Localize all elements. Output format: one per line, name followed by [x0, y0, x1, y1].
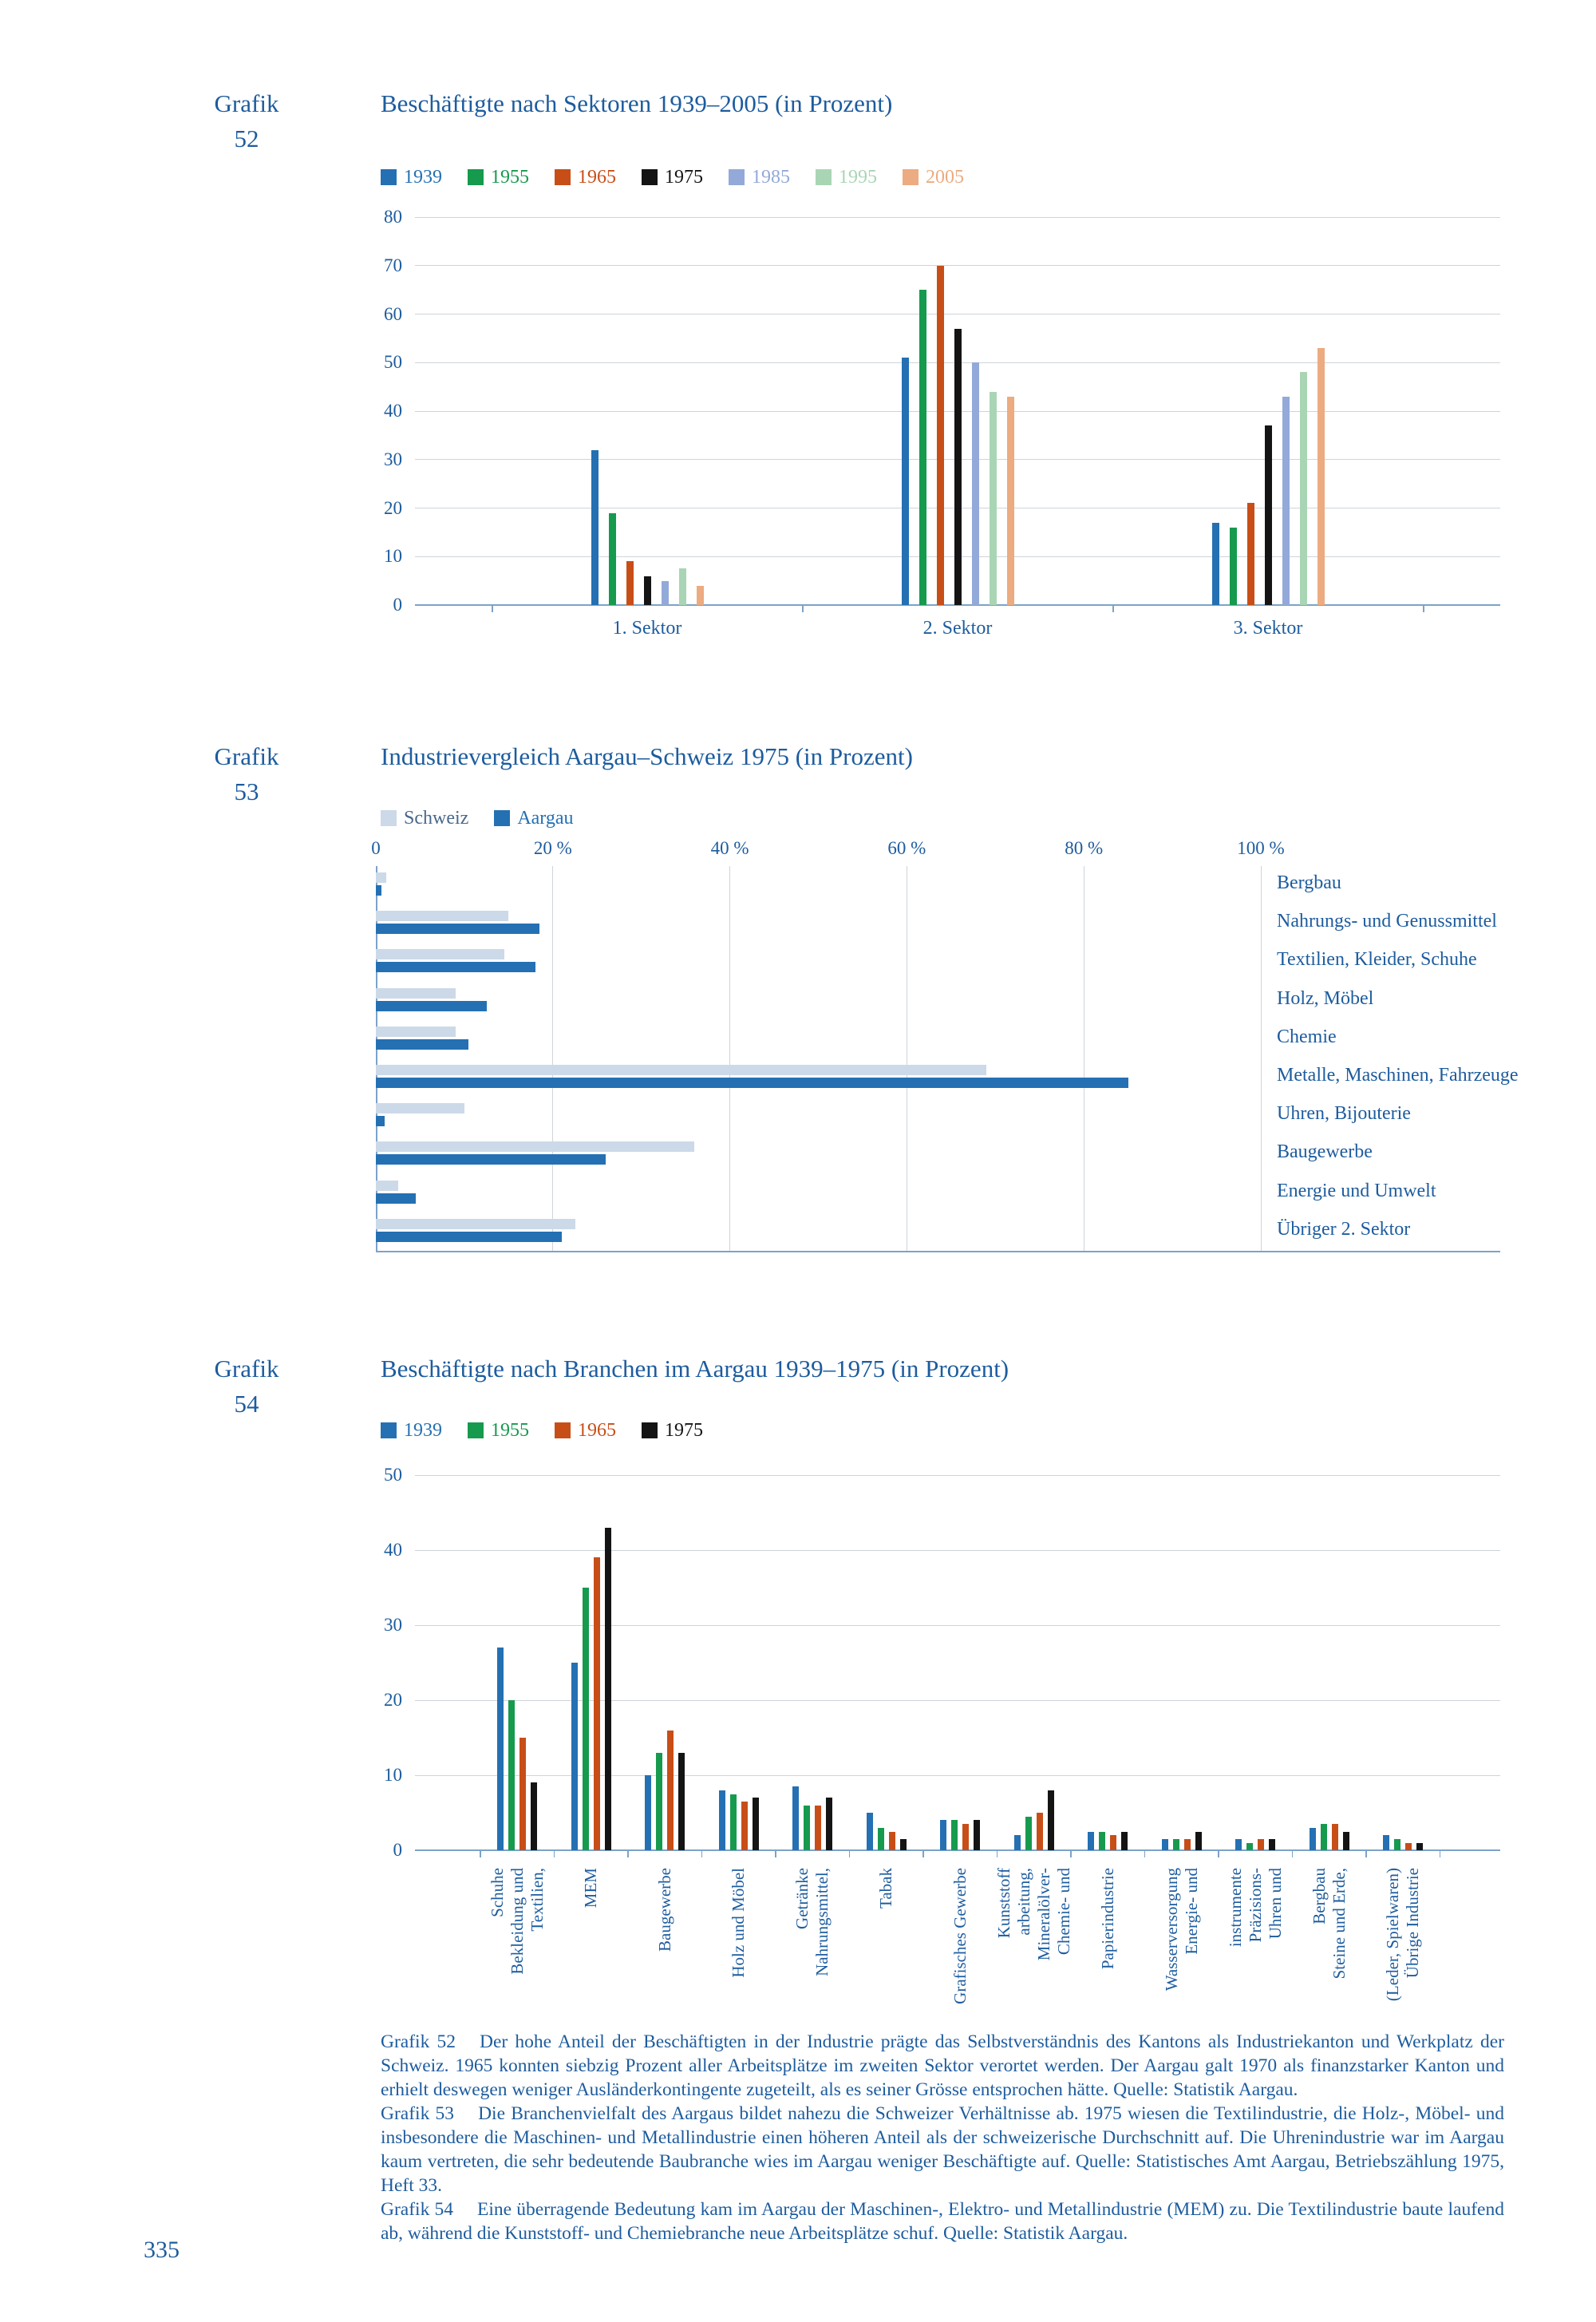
grafik-52-bar-2005-cat0 — [697, 586, 704, 605]
grafik-54-bar-1965-cat2 — [667, 1731, 674, 1850]
grafik-52-bar-1965-cat0 — [626, 561, 634, 605]
caption-grafik-53 — [381, 2102, 1504, 2197]
grafik-52-label — [202, 86, 291, 156]
grafik-54-gridline-y10 — [415, 1775, 1500, 1776]
grafik-54-bar-1965-cat9 — [1184, 1839, 1191, 1850]
grafik-53-plot-area — [376, 866, 1261, 1251]
grafik-53-bar-Aargau-cat7 — [376, 1154, 606, 1165]
grafik-54-legend — [381, 1421, 703, 1440]
grafik-54-gridline-y30 — [415, 1625, 1500, 1626]
grafik-53-gridline-x2 — [729, 866, 730, 1251]
grafik-52-y-tick-label-10: 10 — [384, 546, 402, 567]
grafik-54-x-category-label-11-line-0: Steine und Erde, — [1329, 1868, 1349, 1980]
grafik-52-bar-1939-cat1 — [902, 358, 909, 605]
grafik-54-x-category-label-0-line-2: Schuhe — [487, 1868, 507, 1917]
grafik-54-x-axis-tick-11 — [1292, 1850, 1294, 1857]
legend-swatch-1955 — [468, 169, 484, 185]
grafik-54-bar-1965-cat8 — [1110, 1835, 1116, 1850]
grafik-54-bar-1975-cat10 — [1269, 1839, 1275, 1850]
grafik-52-y-tick-label-50: 50 — [384, 352, 402, 373]
legend-item-1939 — [381, 168, 442, 187]
captions-block — [381, 2030, 1504, 2245]
grafik-52-y-tick-label-20: 20 — [384, 497, 402, 518]
grafik-54-y-tick-label-30: 30 — [384, 1615, 402, 1635]
grafik-52-x-category-label-0: 1. Sektor — [612, 618, 682, 639]
legend-label-1985: 1985 — [752, 167, 790, 188]
grafik-54-x-axis-tick-0 — [480, 1850, 481, 1857]
legend-label-1995: 1995 — [839, 167, 877, 188]
grafik-54-bar-1975-cat9 — [1195, 1832, 1202, 1851]
grafik-53-legend — [381, 809, 574, 828]
grafik-53-gridline-x5 — [1261, 866, 1262, 1251]
grafik-54-bar-1975-cat0 — [531, 1782, 537, 1850]
grafik-54-x-axis-tick-5 — [849, 1850, 851, 1857]
grafik-54-bar-1939-cat0 — [497, 1648, 504, 1850]
grafik-53-category-label-7: Baugewerbe — [1277, 1141, 1373, 1163]
legend-swatch-1965 — [555, 1422, 571, 1438]
grafik-53-bar-Schweiz-cat9 — [376, 1219, 575, 1229]
legend-label-Schweiz: Schweiz — [404, 808, 469, 829]
grafik-53-label-number: 53 — [234, 777, 259, 805]
grafik-54-bar-1955-cat12 — [1394, 1839, 1400, 1850]
legend-item-Aargau — [494, 809, 573, 828]
grafik-54-x-axis-tick-3 — [701, 1850, 703, 1857]
grafik-54-bar-1955-cat9 — [1173, 1839, 1179, 1850]
grafik-54-bar-1939-cat2 — [645, 1775, 651, 1850]
legend-swatch-2005 — [903, 169, 918, 185]
grafik-52-gridline-y70 — [415, 265, 1500, 266]
grafik-54-bar-1939-cat5 — [867, 1813, 873, 1850]
grafik-54-bar-1975-cat2 — [678, 1753, 685, 1850]
legend-swatch-1939 — [381, 169, 397, 185]
grafik-53-category-label-6: Uhren, Bijouterie — [1277, 1103, 1411, 1125]
grafik-52-x-axis-tick-0 — [492, 605, 493, 612]
grafik-54-bar-1965-cat5 — [889, 1832, 895, 1851]
grafik-52-bar-1965-cat2 — [1247, 503, 1254, 605]
grafik-54-bar-1965-cat4 — [815, 1806, 821, 1850]
grafik-52-y-tick-label-30: 30 — [384, 449, 402, 469]
grafik-54-x-axis-tick-10 — [1218, 1850, 1219, 1857]
grafik-52-y-tick-label-0: 0 — [393, 595, 402, 615]
grafik-53-category-label-4: Chemie — [1277, 1026, 1337, 1047]
grafik-53-bar-Schweiz-cat5 — [376, 1065, 986, 1075]
grafik-54-x-category-label-10-line-1: Präzisions- — [1245, 1868, 1265, 1943]
grafik-53-chart — [371, 838, 1519, 1285]
grafik-52-bar-2005-cat1 — [1007, 397, 1014, 605]
grafik-54-x-category-label-7-line-2: arbeitung, — [1013, 1868, 1033, 1936]
grafik-54-x-category-label-9-line-1: Wasserversorgung — [1161, 1868, 1181, 1992]
legend-swatch-1985 — [729, 169, 745, 185]
grafik-54-x-category-label-7-line-3: Kunststoff — [994, 1868, 1013, 1939]
grafik-53-category-label-8: Energie und Umwelt — [1277, 1180, 1436, 1201]
legend-swatch-Schweiz — [381, 810, 397, 826]
grafik-53-label-word: Grafik — [214, 742, 279, 770]
grafik-54-label — [202, 1351, 291, 1422]
grafik-54-bar-1955-cat6 — [951, 1820, 958, 1850]
grafik-53-x-tick-label-3: 60 % — [887, 838, 926, 858]
grafik-54-x-category-label-1-line-0: MEM — [581, 1868, 600, 1909]
grafik-54-x-axis-tick-1 — [554, 1850, 555, 1857]
grafik-54-bar-1975-cat7 — [1048, 1790, 1054, 1850]
grafik-54-x-category-label-8-line-0: Papierindustrie — [1097, 1868, 1117, 1970]
grafik-54-x-category-label-9-line-0: Energie- und — [1181, 1868, 1201, 1955]
grafik-54-bar-1939-cat4 — [792, 1786, 799, 1850]
grafik-52-bar-1985-cat2 — [1282, 397, 1290, 605]
legend-label-Aargau: Aargau — [517, 808, 574, 829]
grafik-52-bar-2005-cat2 — [1317, 348, 1325, 605]
grafik-54-bar-1965-cat6 — [962, 1824, 969, 1850]
grafik-54-bar-1965-cat10 — [1258, 1839, 1264, 1850]
page-number: 335 — [144, 2237, 180, 2263]
grafik-54-bar-1955-cat0 — [508, 1700, 515, 1850]
grafik-52-x-category-label-2: 3. Sektor — [1233, 618, 1303, 639]
grafik-52-title: Beschäftigte nach Sektoren 1939–2005 (in Prozent) — [381, 89, 893, 117]
grafik-52-bar-1985-cat0 — [662, 581, 669, 605]
grafik-52-bar-1955-cat0 — [609, 513, 616, 605]
grafik-54-y-tick-label-0: 0 — [393, 1840, 402, 1860]
grafik-54-bar-1939-cat12 — [1383, 1835, 1389, 1850]
grafik-54-x-category-label-10-line-2: instrumente — [1225, 1868, 1245, 1948]
caption-53-text: Die Branchenvielfalt des Aargaus bildet nahezu die Schweizer Verhältnisse ab. 1975 wiesen die Textilindustrie, die Holz-, Möbel- und insbesondere die Maschinen- und Metallindustrie einen höheren Anteil als der schweizerische Durchschnitt auf. Die Uhrenindustrie war im Aargau kaum vertreten, die sehr bedeutende Baubranche wies im Aargau weniger Beschäftigte auf. Quelle: Statistisches Amt Aargau, Betriebszählung 1975, Heft 33. — [381, 2103, 1504, 2196]
legend-item-1965 — [555, 1421, 616, 1440]
grafik-54-bar-1965-cat1 — [594, 1557, 600, 1850]
grafik-52-bar-1955-cat1 — [919, 290, 926, 605]
grafik-53-bar-Schweiz-cat2 — [376, 949, 504, 959]
grafik-54-x-axis-tick-13 — [1440, 1850, 1441, 1857]
legend-swatch-1965 — [555, 169, 571, 185]
legend-item-1939 — [381, 1421, 442, 1440]
grafik-54-bar-1955-cat10 — [1246, 1843, 1253, 1850]
grafik-54-bar-1965-cat11 — [1332, 1824, 1338, 1850]
legend-item-1955 — [468, 168, 529, 187]
grafik-52-bar-1965-cat1 — [937, 266, 944, 605]
caption-grafik-54 — [381, 2197, 1504, 2245]
grafik-54-bar-1975-cat8 — [1121, 1832, 1128, 1851]
grafik-53-category-label-1: Nahrungs- und Genussmittel — [1277, 911, 1497, 932]
legend-item-1975 — [642, 168, 703, 187]
legend-label-1955: 1955 — [491, 167, 529, 188]
legend-label-1955: 1955 — [491, 1420, 529, 1441]
legend-swatch-Aargau — [494, 810, 510, 826]
grafik-52-label-number: 52 — [234, 125, 259, 152]
legend-label-1975: 1975 — [665, 167, 703, 188]
grafik-54-x-axis-tick-8 — [1070, 1850, 1072, 1857]
grafik-53-bar-Schweiz-cat7 — [376, 1141, 694, 1152]
legend-item-1985 — [729, 168, 790, 187]
legend-label-1939: 1939 — [404, 167, 442, 188]
grafik-52-bar-1955-cat2 — [1230, 528, 1237, 605]
grafik-53-x-tick-label-5: 100 % — [1237, 838, 1285, 858]
grafik-53-bar-Aargau-cat5 — [376, 1078, 1128, 1088]
grafik-54-bar-1955-cat2 — [656, 1753, 662, 1850]
grafik-53-bar-Schweiz-cat8 — [376, 1181, 398, 1191]
grafik-54-gridline-y40 — [415, 1550, 1500, 1551]
grafik-53-bar-Aargau-cat8 — [376, 1193, 416, 1204]
grafik-53-x-tick-label-2: 40 % — [710, 838, 749, 858]
grafik-53-x-axis-line — [376, 1251, 1500, 1252]
grafik-52-bar-1939-cat0 — [591, 450, 598, 605]
grafik-54-x-category-label-4-line-1: Getränke — [792, 1868, 812, 1929]
grafik-54-bar-1965-cat7 — [1037, 1813, 1043, 1850]
grafik-53-category-label-2: Textilien, Kleider, Schuhe — [1277, 949, 1477, 971]
legend-label-1975: 1975 — [665, 1420, 703, 1441]
grafik-53-bar-Aargau-cat2 — [376, 962, 535, 972]
grafik-54-x-axis-tick-7 — [997, 1850, 998, 1857]
grafik-52-bar-1995-cat1 — [990, 392, 997, 605]
grafik-53-x-tick-label-4: 80 % — [1065, 838, 1104, 858]
legend-swatch-1975 — [642, 1422, 658, 1438]
grafik-54-bar-1939-cat10 — [1235, 1839, 1242, 1850]
legend-item-1975 — [642, 1421, 703, 1440]
grafik-54-plot-area — [415, 1475, 1500, 1850]
grafik-54-bar-1975-cat4 — [826, 1798, 832, 1850]
grafik-54-x-category-label-4-line-0: Nahrungsmittel, — [812, 1868, 832, 1976]
grafik-54-bar-1975-cat1 — [605, 1528, 611, 1850]
grafik-54-x-category-label-3-line-0: Holz und Möbel — [729, 1868, 748, 1978]
grafik-54-bar-1975-cat12 — [1416, 1843, 1423, 1850]
grafik-52-bar-1975-cat1 — [954, 329, 962, 605]
grafik-52-bar-1985-cat1 — [972, 362, 979, 605]
grafik-53-bar-Schweiz-cat3 — [376, 988, 456, 999]
grafik-52-x-category-label-1: 2. Sektor — [922, 618, 993, 639]
grafik-52-legend — [381, 168, 964, 187]
grafik-54-bar-1939-cat11 — [1310, 1828, 1316, 1850]
grafik-53-bar-Schweiz-cat6 — [376, 1103, 464, 1114]
grafik-54-bar-1975-cat3 — [753, 1798, 759, 1850]
grafik-54-bar-1965-cat3 — [741, 1802, 748, 1850]
grafik-54-x-axis-tick-9 — [1144, 1850, 1146, 1857]
grafik-54-bar-1955-cat8 — [1099, 1832, 1105, 1851]
legend-item-Schweiz — [381, 809, 468, 828]
grafik-53-bar-Schweiz-cat1 — [376, 911, 508, 921]
grafik-53-x-tick-label-0: 0 — [371, 838, 381, 858]
grafik-52-bar-1975-cat0 — [644, 576, 651, 605]
grafik-54-bar-1955-cat11 — [1321, 1824, 1327, 1850]
grafik-54-bar-1939-cat9 — [1162, 1839, 1168, 1850]
grafik-52-y-tick-label-70: 70 — [384, 255, 402, 275]
grafik-54-x-category-label-2-line-0: Baugewerbe — [654, 1868, 674, 1952]
grafik-54-y-tick-label-20: 20 — [384, 1690, 402, 1710]
grafik-54-x-category-label-12-line-1: (Leder, Spielwaren) — [1383, 1868, 1402, 2002]
grafik-54-bar-1939-cat8 — [1088, 1832, 1094, 1851]
grafik-54-x-axis-tick-6 — [922, 1850, 924, 1857]
legend-item-2005 — [903, 168, 964, 187]
grafik-54-x-axis-tick-12 — [1365, 1850, 1367, 1857]
grafik-54-y-tick-label-40: 40 — [384, 1540, 402, 1560]
grafik-54-bar-1975-cat11 — [1343, 1832, 1349, 1851]
grafik-54-bar-1955-cat3 — [730, 1794, 737, 1851]
grafik-54-y-tick-label-10: 10 — [384, 1765, 402, 1785]
grafik-54-x-category-label-11-line-1: Bergbau — [1309, 1868, 1329, 1924]
grafik-53-category-label-3: Holz, Möbel — [1277, 987, 1374, 1009]
legend-swatch-1939 — [381, 1422, 397, 1438]
grafik-54-bar-1965-cat12 — [1405, 1843, 1412, 1850]
caption-54-text: Eine überragende Bedeutung kam im Aargau der Maschinen-, Elektro- und Metallindustrie (MEM) zu. Die Textilindustrie baute laufend ab, während die Kunststoff- und Chemiebranche neue Arbeitsplätze schuf. Quelle: Statistik Aargau. — [381, 2199, 1504, 2244]
grafik-53-bar-Schweiz-cat0 — [376, 872, 386, 883]
grafik-53-gridline-x1 — [552, 866, 553, 1251]
grafik-54-bar-1955-cat5 — [878, 1828, 884, 1850]
grafik-53-category-label-0: Bergbau — [1277, 872, 1341, 893]
grafik-53-category-label-9: Übriger 2. Sektor — [1277, 1218, 1411, 1240]
grafik-52-x-axis-tick-3 — [1423, 605, 1424, 612]
grafik-54-bar-1955-cat1 — [583, 1588, 589, 1850]
grafik-53-x-tick-label-1: 20 % — [533, 838, 572, 858]
grafik-52-x-axis-tick-1 — [802, 605, 804, 612]
grafik-52-bar-1995-cat0 — [679, 568, 686, 605]
grafik-52-y-tick-label-60: 60 — [384, 303, 402, 324]
grafik-54-x-category-label-12-line-0: Übrige Industrie — [1403, 1868, 1422, 1979]
legend-item-1965 — [555, 168, 616, 187]
grafik-54-bar-1955-cat7 — [1025, 1817, 1032, 1850]
grafik-54-bar-1975-cat5 — [900, 1839, 907, 1850]
grafik-54-bar-1939-cat3 — [719, 1790, 725, 1850]
grafik-53-bar-Aargau-cat6 — [376, 1116, 385, 1126]
grafik-52-bar-1975-cat2 — [1265, 425, 1272, 605]
caption-52-text: Der hohe Anteil der Beschäftigten in der Industrie prägte das Selbstverständnis des Kantons als Industriekanton und Werkplatz der Schweiz. 1965 konnten siebzig Prozent aller Arbeitsplätze im zweiten Sektor verortet werden. Der Aargau galt 1970 als finanzstarker Kanton und erhielt deswegen weniger Ausländerkontingente zugeteilt, als es seiner Grösse entsprochen hätte. Quelle: Statistik Aargau. — [381, 2031, 1504, 2100]
grafik-54-bar-1965-cat0 — [519, 1738, 526, 1850]
grafik-54-x-category-label-0-line-1: Bekleidung und — [507, 1868, 527, 1975]
grafik-52-plot-area — [415, 217, 1500, 605]
legend-label-1965: 1965 — [578, 1420, 616, 1441]
grafik-53-bar-Aargau-cat4 — [376, 1039, 468, 1050]
grafik-54-gridline-y20 — [415, 1700, 1500, 1701]
grafik-54-x-category-label-5-line-0: Tabak — [876, 1868, 895, 1909]
legend-item-1955 — [468, 1421, 529, 1440]
grafik-52-bar-1939-cat2 — [1212, 523, 1219, 605]
grafik-54-bar-1955-cat4 — [804, 1806, 810, 1850]
grafik-52-y-tick-label-80: 80 — [384, 207, 402, 227]
grafik-52-gridline-y80 — [415, 217, 1500, 218]
legend-label-1939: 1939 — [404, 1420, 442, 1441]
grafik-52-x-axis-tick-2 — [1112, 605, 1114, 612]
caption-grafik-52 — [381, 2030, 1504, 2102]
legend-label-2005: 2005 — [926, 167, 964, 188]
grafik-54-bar-1939-cat1 — [571, 1663, 578, 1850]
grafik-54-bar-1939-cat7 — [1014, 1835, 1021, 1850]
caption-52-label: Grafik 52 — [381, 2031, 456, 2052]
grafik-53-bar-Aargau-cat3 — [376, 1001, 487, 1011]
legend-label-1965: 1965 — [578, 167, 616, 188]
grafik-54-bar-1939-cat6 — [940, 1820, 946, 1850]
grafik-52-y-tick-label-40: 40 — [384, 401, 402, 421]
grafik-54-title: Beschäftigte nach Branchen im Aargau 1939–1975 (in Prozent) — [381, 1355, 1009, 1383]
grafik-54-bar-1975-cat6 — [974, 1820, 980, 1850]
legend-swatch-1995 — [816, 169, 832, 185]
grafik-54-x-category-label-7-line-1: Mineralölver- — [1033, 1868, 1053, 1961]
caption-54-label: Grafik 54 — [381, 2199, 454, 2220]
legend-item-1995 — [816, 168, 877, 187]
grafik-53-category-label-5: Metalle, Maschinen, Fahrzeuge — [1277, 1065, 1519, 1086]
grafik-53-bar-Aargau-cat1 — [376, 924, 539, 934]
grafik-53-title: Industrievergleich Aargau–Schweiz 1975 (in Prozent) — [381, 742, 913, 770]
grafik-54-x-category-label-7-line-0: Chemie- und — [1053, 1868, 1073, 1956]
grafik-54-x-category-label-10-line-0: Uhren und — [1265, 1868, 1285, 1940]
grafik-53-bar-Aargau-cat0 — [376, 885, 381, 896]
grafik-52-chart — [319, 209, 1532, 656]
caption-53-label: Grafik 53 — [381, 2103, 455, 2124]
grafik-52-label-word: Grafik — [214, 89, 279, 117]
grafik-54-label-word: Grafik — [214, 1355, 279, 1383]
grafik-54-x-axis-tick-4 — [775, 1850, 776, 1857]
grafik-54-x-category-label-6-line-0: Grafisches Gewerbe — [950, 1868, 970, 2004]
grafik-54-x-axis-tick-2 — [627, 1850, 629, 1857]
grafik-53-label — [202, 739, 291, 809]
grafik-54-x-category-label-0-line-0: Textilien, — [527, 1868, 547, 1932]
grafik-53-bar-Aargau-cat9 — [376, 1232, 562, 1242]
grafik-54-y-tick-label-50: 50 — [384, 1465, 402, 1485]
legend-swatch-1955 — [468, 1422, 484, 1438]
grafik-54-gridline-y50 — [415, 1475, 1500, 1476]
grafik-53-bar-Schweiz-cat4 — [376, 1027, 456, 1037]
grafik-52-bar-1995-cat2 — [1300, 372, 1307, 605]
grafik-54-label-number: 54 — [234, 1390, 259, 1418]
legend-swatch-1975 — [642, 169, 658, 185]
